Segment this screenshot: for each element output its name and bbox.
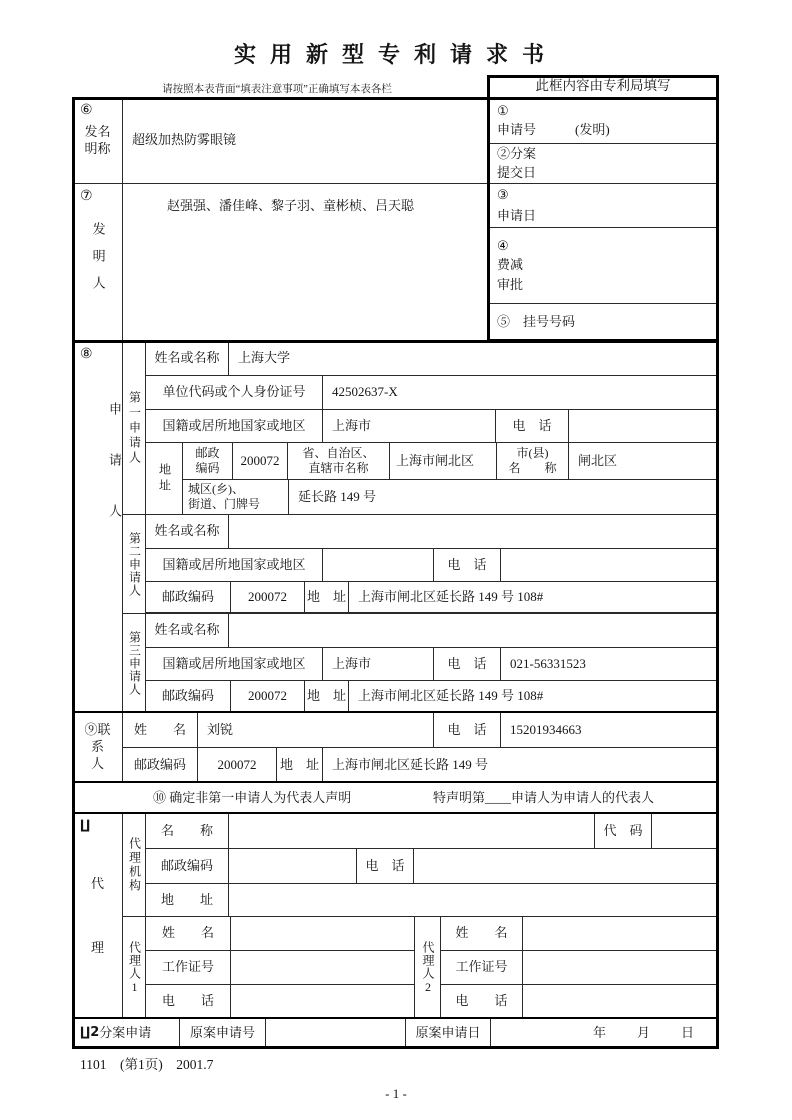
a3-name-label: 姓名或名称 <box>145 613 229 648</box>
a1-city-value: 闸北区 <box>568 442 719 480</box>
agency-address-value <box>228 883 719 917</box>
office-item-3-number: ③ <box>497 187 509 203</box>
a2-nationality-label: 国籍或居所地国家或地区 <box>145 548 323 582</box>
agency-name-value <box>228 813 595 849</box>
contact-postcode-value: 200072 <box>197 747 277 783</box>
agency-label-line1: 代 <box>90 876 104 891</box>
separator-line <box>72 812 719 814</box>
month-label: 月 <box>636 1025 650 1041</box>
a1-phone-label: 电 话 <box>495 409 569 443</box>
contact-label-cell <box>72 712 123 783</box>
agency-postcode-value <box>228 848 357 884</box>
declaration-right-text: 特声明第____申请人为申请人的代表人 <box>433 789 655 805</box>
a3-nationality-label: 国籍或居所地国家或地区 <box>145 647 323 681</box>
contact-phone-label: 电 话 <box>433 712 501 748</box>
agent2-name-label: 姓 名 <box>440 916 523 951</box>
agency-postcode-label: 邮政编码 <box>145 848 229 884</box>
agent1-id-value <box>230 950 415 985</box>
a1-province-label-line1: 省、自治区、 <box>302 446 375 460</box>
agent1-name-value <box>230 916 415 951</box>
approval-label: 审批 <box>497 276 524 292</box>
a3-address-value: 上海市闸北区延长路 149 号 108# <box>348 680 719 713</box>
a2-address-value: 上海市闸北区延长路 149 号 108# <box>348 581 719 613</box>
submission-date-label: 提交日 <box>497 164 537 180</box>
agent1-phone-value <box>230 984 415 1019</box>
day-label: 日 <box>680 1025 694 1041</box>
contact-address-label: 地 址 <box>276 747 323 783</box>
first-applicant-column-label: 第一申请人 <box>122 341 146 515</box>
agency-code-label: 代 码 <box>594 813 652 849</box>
agent1-phone-label: 电 话 <box>145 984 231 1019</box>
divisional-application-label: 分案申请 <box>99 1025 152 1041</box>
agent2-column-label: 代理人2 <box>414 916 441 1019</box>
a3-nationality-value: 上海市 <box>322 647 434 681</box>
original-application-date-label: 原案申请日 <box>405 1018 491 1049</box>
contact-label-line3: 人 <box>90 755 104 771</box>
a1-province-label-line2: 直辖市名称 <box>308 461 369 475</box>
agency-phone-value <box>413 848 719 884</box>
a1-city-label-line1: 市(县) <box>516 446 549 460</box>
a1-id-code-label: 单位代码或个人身份证号 <box>145 375 323 410</box>
agency-phone-label: 电 话 <box>356 848 414 884</box>
section-7-number: ⑦ <box>80 189 93 204</box>
a1-street-label <box>182 479 289 515</box>
invention-label-line2: 明称 <box>84 140 111 156</box>
a3-postcode-label: 邮政编码 <box>145 680 231 713</box>
separator-line <box>72 711 719 713</box>
invention-name-value: 超级加热防雾眼镜 <box>122 97 488 184</box>
a1-nationality-value: 上海市 <box>322 409 496 443</box>
invention-label-cell <box>72 97 123 184</box>
original-application-date-value <box>490 1018 719 1049</box>
separator-line <box>72 781 719 783</box>
a1-street-value: 延长路 149 号 <box>288 479 719 515</box>
fee-reduction-label: 费减 <box>497 257 524 273</box>
a1-city-label <box>496 442 569 480</box>
a2-name-value <box>228 514 719 549</box>
year-label: 年 <box>592 1025 606 1041</box>
office-item-4-number: ④ <box>497 238 509 254</box>
a2-postcode-label: 邮政编码 <box>145 581 231 613</box>
agent2-id-label: 工作证号 <box>440 950 523 985</box>
contact-phone-value: 15201934663 <box>500 712 719 748</box>
division-case-label: ②分案 <box>497 146 537 162</box>
a1-postcode-label <box>182 442 233 480</box>
agent1-column-label: 代理人1 <box>122 916 146 1019</box>
section-8-number: ⑧ <box>80 347 93 362</box>
a2-postcode-value: 200072 <box>230 581 305 613</box>
a1-id-code-value: 42502637-X <box>322 375 719 410</box>
filing-date-label: 申请日 <box>497 207 537 223</box>
section-6-number: ⑥ <box>80 103 93 118</box>
contact-postcode-label: 邮政编码 <box>122 747 198 783</box>
a1-postcode-value: 200072 <box>232 442 288 480</box>
a3-phone-label: 电 话 <box>433 647 501 681</box>
a3-address-label: 地 址 <box>304 680 349 713</box>
invention-label-line1: 发名 <box>84 124 111 140</box>
a1-postcode-label-line2: 编码 <box>195 461 220 475</box>
inventors-names-value: 赵强强、潘佳峰、黎子羽、童彬桢、吕天聪 <box>122 183 488 342</box>
section-11-marker: ∐ <box>80 818 91 833</box>
form-code-footer: 1101 (第1页) 2001.7 <box>80 1057 214 1072</box>
a3-name-value <box>228 613 719 648</box>
representative-declaration-row <box>72 782 719 814</box>
agent1-id-label: 工作证号 <box>145 950 231 985</box>
a1-address-label-text: 地址 <box>157 462 172 495</box>
a3-postcode-value: 200072 <box>230 680 305 713</box>
office-box-frame <box>487 75 719 342</box>
a3-phone-value: 021-56331523 <box>500 647 719 681</box>
agency-name-label: 名 称 <box>145 813 229 849</box>
form-title: 实用新型专利请求书 <box>233 42 558 67</box>
a2-nationality-value <box>322 548 434 582</box>
a1-street-label-line1: 城区(乡)、 <box>188 482 244 496</box>
agency-org-column-label: 代理机构 <box>122 813 146 917</box>
a2-address-label: 地 址 <box>304 581 349 613</box>
agent2-phone-value <box>522 984 719 1019</box>
declaration-left-text: ⑩ 确定非第一申请人为代表人声明 <box>153 789 352 805</box>
inventors-label-cell <box>72 183 123 342</box>
a1-phone-value <box>568 409 719 443</box>
a1-name-value: 上海大学 <box>228 341 719 376</box>
agency-label-line2: 理 <box>90 940 104 955</box>
contact-label-line2: 系 <box>90 739 104 755</box>
applicants-label-cell <box>72 341 123 713</box>
agent1-name-label: 姓 名 <box>145 916 231 951</box>
a2-phone-label: 电 话 <box>433 548 501 582</box>
a2-phone-value <box>500 548 719 582</box>
a1-nationality-label: 国籍或居所地国家或地区 <box>145 409 323 443</box>
divisional-application-label-cell <box>72 1018 180 1049</box>
agency-code-value <box>651 813 719 849</box>
applicants-label: 申请人 <box>107 402 122 555</box>
agent2-phone-label: 电 话 <box>440 984 523 1019</box>
agent2-id-value <box>522 950 719 985</box>
contact-label-line1: ⑨联 <box>84 722 111 738</box>
agency-address-label: 地 址 <box>145 883 229 917</box>
a1-street-label-line2: 街道、门牌号 <box>188 497 261 511</box>
agent2-name-value <box>522 916 719 951</box>
office-box-header: 此框内容由专利局填写 <box>487 75 719 98</box>
a1-province-value: 上海市闸北区 <box>389 442 497 480</box>
office-item-1-number: ① <box>497 103 509 119</box>
agency-section-label-cell <box>72 813 123 1019</box>
original-application-number-value <box>265 1018 406 1049</box>
original-application-number-label: 原案申请号 <box>179 1018 266 1049</box>
application-number-label: 申请号 (发明) <box>497 121 610 137</box>
inventors-label: 发明人 <box>90 222 106 303</box>
a1-address-group-label <box>145 442 183 515</box>
a1-province-label <box>287 442 390 480</box>
third-applicant-column-label: 第三申请人 <box>122 613 146 713</box>
a1-postcode-label-line1: 邮政 <box>195 446 220 460</box>
registered-number-cell: ⑤ 挂号号码 <box>487 303 719 342</box>
second-applicant-column-label: 第二申请人 <box>122 514 146 614</box>
a1-name-label: 姓名或名称 <box>145 341 229 376</box>
contact-name-value: 刘锐 <box>197 712 434 748</box>
section-12-marker: ∐2 <box>80 1025 100 1041</box>
contact-name-label: 姓 名 <box>122 712 198 748</box>
page-number: - 1 - <box>385 1086 407 1101</box>
a2-name-label: 姓名或名称 <box>145 514 229 549</box>
a1-city-label-line2: 名 称 <box>508 461 557 475</box>
form-instruction-note: 请按照本表背面“填表注意事项”正确填写本表各栏 <box>162 84 392 95</box>
contact-address-value: 上海市闸北区延长路 149 号 <box>322 747 719 783</box>
separator-line <box>72 1017 719 1019</box>
